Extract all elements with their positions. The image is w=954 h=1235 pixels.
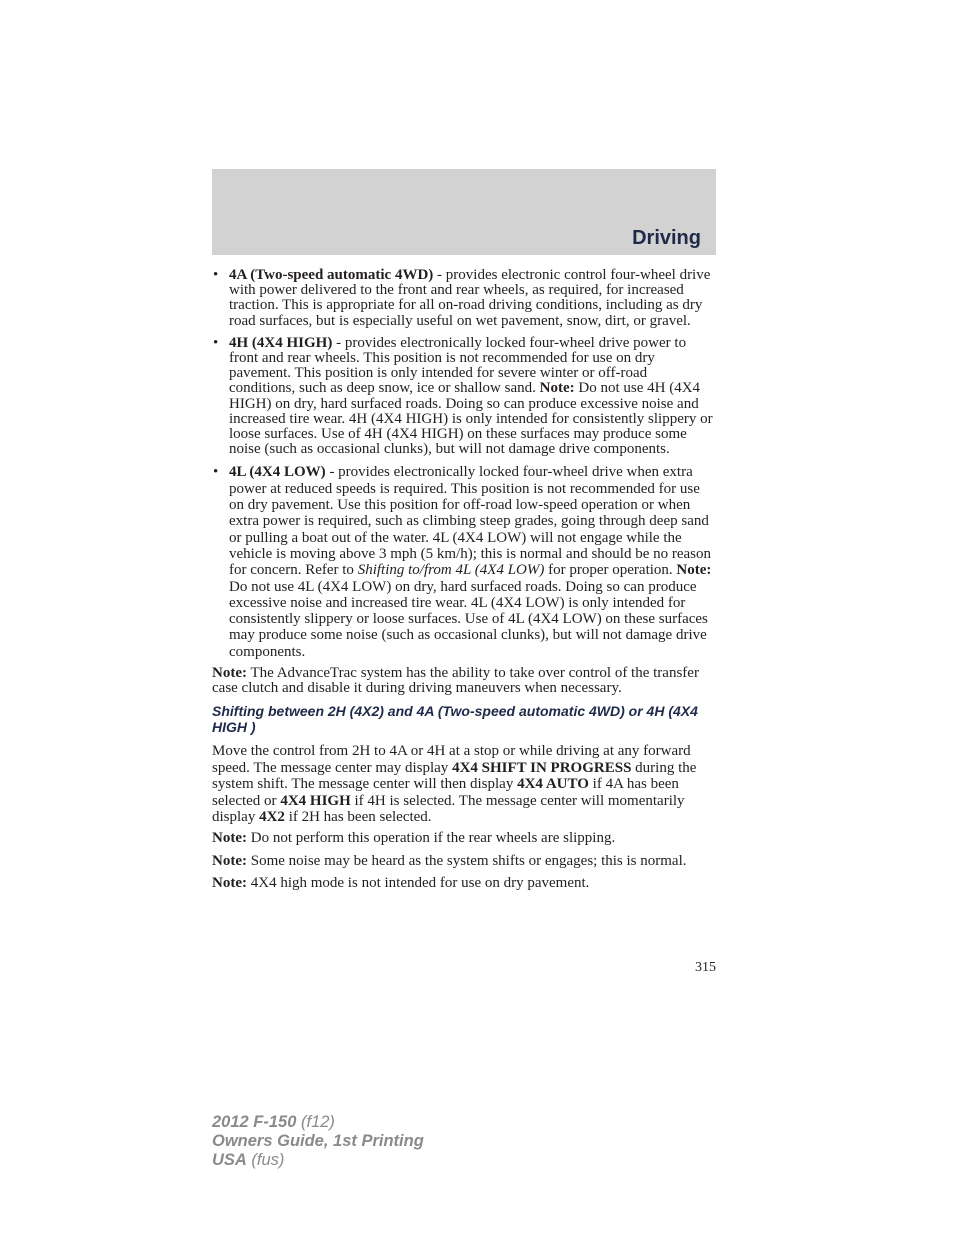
bullet-text-continued: for proper operation. — [544, 562, 677, 579]
note-noise — [212, 854, 716, 869]
message-4x2: 4X2 — [259, 809, 285, 826]
section-title: Driving — [632, 227, 701, 249]
footer-guide-title: Owners Guide, 1st Printing — [212, 1132, 424, 1150]
bullet-dot: • — [213, 334, 219, 351]
note-text: Some noise may be heard as the system shifts or engages; this is normal. — [246, 852, 687, 869]
message-shift-in-progress: 4X4 SHIFT IN PROGRESS — [452, 759, 632, 776]
shift-instructions-paragraph — [212, 743, 716, 825]
bullet-term: 4A (Two-speed automatic 4WD) — [229, 267, 434, 283]
note-label: Note: — [212, 830, 247, 847]
bullet-term: 4L (4X4 LOW) — [229, 464, 326, 481]
message-4x4-high: 4X4 HIGH — [280, 792, 351, 809]
footer-region: USA — [212, 1151, 247, 1169]
note-text: Do not perform this operation if the rear wheels are slipping. — [246, 830, 616, 847]
note-text: Do not use 4L (4X4 LOW) on dry, hard surfaced roads. Doing so can produce excessive noise and increased tire wear. 4L (4X4 LOW) is only intended for consistently slippery or loose surfaces. Use of 4L (4X4 LOW) on these surfaces may produce some noise (such as occasional clunks), but will not damage drive components. — [229, 578, 708, 660]
paragraph-text: if 2H has been selected. — [284, 809, 432, 826]
note-label: Note: — [212, 852, 247, 869]
note-label: Note: — [676, 562, 712, 579]
note-text: The AdvanceTrac system has the ability to take over control of the transfer case clutch and disable it during driving maneuvers when necessary. — [212, 665, 699, 697]
note-text: 4X4 high mode is not intended for use on dry pavement. — [246, 874, 590, 891]
bullet-text: - provides electronically locked four-wheel drive power to front and rear wheels. This position is not recommended for use on dry pavement. This position is only intended for severe winter or off-road conditions, such as deep snow, ice or shallow sand. — [229, 334, 687, 397]
page-content — [212, 268, 716, 898]
note-label: Note: — [212, 665, 247, 681]
note-label: Note: — [539, 380, 575, 397]
note-rear-wheels — [212, 831, 716, 846]
footer-line-region — [212, 1151, 424, 1170]
bullet-item-4h — [212, 336, 716, 458]
paragraph-text: if 4H is selected. The message center will momentarily display — [212, 792, 685, 826]
paragraph-text: during the system shift. The message center will then display — [212, 759, 697, 793]
note-high-mode — [212, 876, 716, 891]
bullet-item-4l — [212, 464, 716, 660]
footer-model-code: (f12) — [296, 1113, 335, 1131]
bullet-dot: • — [213, 464, 219, 481]
note-advancetrac — [212, 666, 716, 696]
footer-publication-info — [212, 1113, 424, 1170]
bullet-text: - provides electronic control four-wheel drive with power delivered to the front and rear wheels, as required, for increased traction. This is appropriate for all on-road driving conditions, including as dry road surfaces, but is especially useful on wet pavement, snow, dirt, or gravel. — [229, 267, 711, 329]
bullet-term: 4H (4X4 HIGH) — [229, 334, 333, 351]
footer-region-code: (fus) — [246, 1151, 285, 1169]
footer-line-model — [212, 1113, 424, 1132]
paragraph-text: if 4A has been selected or — [212, 776, 679, 809]
bullet-text: - provides electronically locked four-wheel drive when extra power at reduced speeds is required. This position is not recommended for use on dry pavement. Use this position for off-road low-speed operation or when extra power is required, such as climbing steep grades, going through deep sand or pulling a boat out of the water. 4L (4X4 LOW) will not engage while the vehicle is moving above 3 mph (5 km/h); this is normal and should be no reason for concern. Refer to — [229, 464, 712, 579]
paragraph-text: Move the control from 2H to 4A or 4H at a stop or while driving at any forward speed. The message center may display — [212, 743, 691, 776]
message-4x4-auto: 4X4 AUTO — [517, 776, 589, 793]
bullet-item-4a — [212, 268, 716, 329]
section-heading: Shifting between 2H (4X2) and 4A (Two-speed automatic 4WD) or 4H (4X4 HIGH ) — [212, 703, 698, 736]
footer-model: 2012 F-150 — [212, 1113, 297, 1131]
note-label: Note: — [212, 874, 247, 891]
cross-reference: Shifting to/from 4L (4X4 LOW) — [357, 562, 545, 579]
footer-line-guide — [212, 1132, 424, 1151]
section-header-bar — [212, 169, 716, 255]
bullet-dot: • — [213, 267, 219, 283]
page-number: 315 — [695, 960, 716, 975]
note-text: Do not use 4H (4X4 HIGH) on dry, hard surfaced roads. Doing so can produce excessive noise and increased tire wear. 4H (4X4 HIGH) is only intended for consistently slippery or loose surfaces. Use of 4H (4X4 HIGH) on these surfaces may produce some noise (such as occasional clunks), but will not damage drive components. — [229, 380, 713, 458]
